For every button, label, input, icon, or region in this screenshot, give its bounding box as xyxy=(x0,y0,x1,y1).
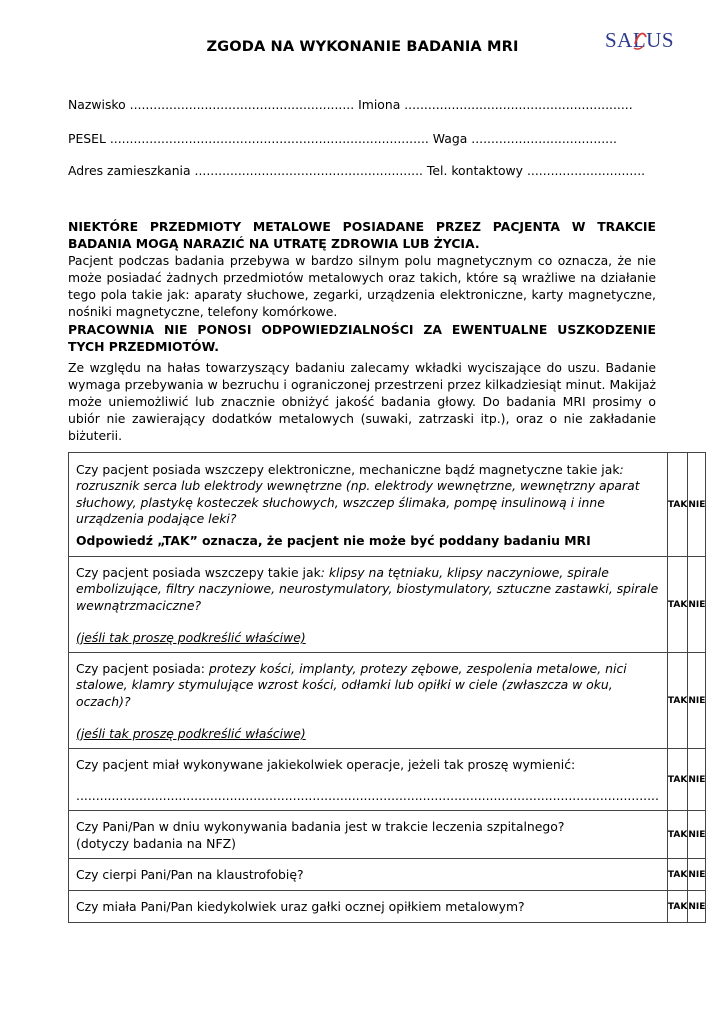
question-row xyxy=(69,811,706,859)
question-lead: Czy miała Pani/Pan kiedykolwiek uraz gałki ocznej opiłkiem metalowym? xyxy=(76,899,525,915)
answer-yes[interactable]: TAK xyxy=(667,653,687,749)
answer-no[interactable]: NIE xyxy=(688,653,706,749)
question-row xyxy=(69,891,706,923)
answer-yes[interactable]: TAK xyxy=(667,859,687,891)
question-4 xyxy=(69,749,668,811)
question-lead: Czy pacjent posiada wszczepy takie jak xyxy=(76,564,321,580)
answer-yes[interactable]: TAK xyxy=(667,811,687,859)
liability-notice: PRACOWNIA NIE PONOSI ODPOWIEDZIALNOŚCI ZA EWENTUALNE USZKODZENIE TYCH PRZEDMIOTÓW. xyxy=(68,322,656,354)
noise-advice: Ze względu na hałas towarzyszący badaniu zalecamy wkładki wyciszające do uszu. Badanie wymaga przebywania w bezruchu i ograniczonej przestrzeni przez kilkadziesiąt minut. Makijaż może uniemożliwić lub znacznie obniżyć jakość badania głowy. Do badania MRI prosimy o ubiór nie zawierający dodatków metalowych (suwaki, zatrzaski itp.), oraz o nie zakładanie biżuterii. xyxy=(68,360,656,443)
underline-instruction: (jeśli tak proszę podkreślić właściwe) xyxy=(76,726,306,741)
answer-no[interactable]: NIE xyxy=(688,859,706,891)
question-row xyxy=(69,557,706,653)
question-7 xyxy=(69,891,668,923)
questionnaire-table xyxy=(68,452,706,923)
question-details: protezy kości, implanty, protezy zębowe, zespolenia metalowe, nici stalowe, klamry stymulujące wzrost kości, odłamki lub opiłki w ciele (zwłaszcza w oku, oczach)? xyxy=(76,660,627,709)
question-3 xyxy=(69,653,668,749)
question-1 xyxy=(69,453,668,557)
question-lead: Czy cierpi Pani/Pan na klaustrofobię? xyxy=(76,867,304,883)
question-5 xyxy=(69,811,668,859)
address-phone-fields[interactable]: Adres zamieszkania .......................................................... Tel. kontaktowy .............................. xyxy=(68,163,646,178)
question-subnote: (dotyczy badania na NFZ) xyxy=(76,835,236,851)
pesel-weight-fields[interactable]: PESEL ................................................................................. Waga ..................................... xyxy=(68,131,617,146)
answer-no[interactable]: NIE xyxy=(688,749,706,811)
question-2 xyxy=(69,557,668,653)
answer-no[interactable]: NIE xyxy=(688,557,706,653)
magnetic-field-info: Pacjent podczas badania przebywa w bardzo silnym polu magnetycznym co oznacza, że nie może posiadać żadnych przedmiotów metalowych oraz takich, które są wrażliwe na działanie tego pola takie jak: aparaty słuchowe, zegarki, urządzenia elektroniczne, karty magnetyczne, nośniki magnetyczne, telefony komórkowe. xyxy=(68,253,656,319)
question-row xyxy=(69,749,706,811)
question-lead: Czy pacjent miał wykonywane jakiekolwiek operacje, jeżeli tak proszę wymienić: xyxy=(76,757,576,772)
question-lead: Czy pacjent posiada: xyxy=(76,660,209,676)
answer-yes[interactable]: TAK xyxy=(667,891,687,923)
page-title: ZGODA NA WYKONANIE BADANIA MRI xyxy=(206,38,519,55)
answer-yes[interactable]: TAK xyxy=(667,453,687,557)
question-lead: Czy Pani/Pan w dniu wykonywania badania jest w trakcie leczenia szpitalnego? xyxy=(76,819,565,834)
answer-yes[interactable]: TAK xyxy=(667,749,687,811)
question-row xyxy=(69,859,706,891)
operations-fill-line[interactable]: .................................................................................................................................................... xyxy=(76,787,659,803)
contraindication-note: Odpowiedź „TAK” oznacza, że pacjent nie może być poddany badaniu MRI xyxy=(76,532,591,548)
answer-yes[interactable]: TAK xyxy=(667,557,687,653)
answer-no[interactable]: NIE xyxy=(688,811,706,859)
answer-no[interactable]: NIE xyxy=(688,453,706,557)
question-lead: Czy pacjent posiada wszczepy elektroniczne, mechaniczne bądź magnetyczne takie jak xyxy=(76,461,620,477)
question-row xyxy=(69,453,706,557)
question-details: : klipsy na tętniaku, klipsy naczyniowe, spirale embolizujące, filtry naczyniowe, neurostymulatory, biostymulatory, sztuczne zastawki, spirale wewnątrzmaciczne? xyxy=(76,564,659,613)
svg-text:SALUS: SALUS xyxy=(605,28,675,52)
underline-instruction: (jeśli tak proszę podkreślić właściwe) xyxy=(76,630,306,645)
answer-no[interactable]: NIE xyxy=(688,891,706,923)
question-details: : rozrusznik serca lub elektrody wewnętrzne (np. elektrody wewnętrzne, wewnętrzny aparat słuchowy, plastykę kosteczek słuchowych, wszczep ślimaka, pompę insulinową i inne urządzenia podające leki? xyxy=(76,461,640,527)
name-fields[interactable]: Nazwisko ......................................................... Imiona .......................................................... xyxy=(68,97,633,112)
question-row xyxy=(69,653,706,749)
metal-warning: NIEKTÓRE PRZEDMIOTY METALOWE POSIADANE PRZEZ PACJENTA W TRAKCIE BADANIA MOGĄ NARAZIĆ NA UTRATĘ ZDROWIA LUB ŻYCIA. xyxy=(68,219,656,251)
question-6 xyxy=(69,859,668,891)
